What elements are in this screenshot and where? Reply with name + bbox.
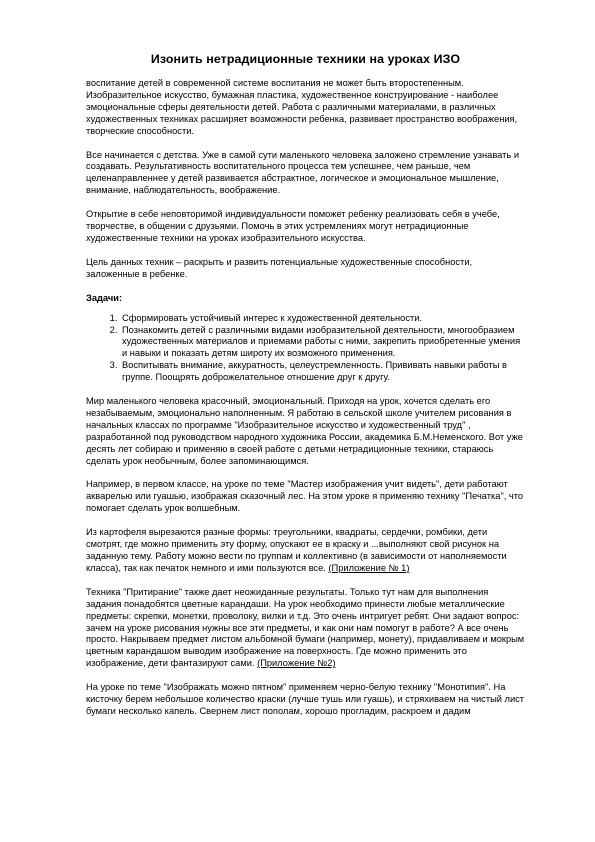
list-item: 1. Сформировать устойчивый интерес к художественной деятельности. [120, 313, 525, 325]
paragraph-potato-stamp [86, 527, 525, 575]
appendix-2-link[interactable]: (Приложение №2) [257, 658, 336, 669]
paragraph-childhood: Все начинается с детства. Уже в самой сути маленького человека заложено стремление узнавать и создавать. Результативность воспитательного процесса тем успешнее, чем раньше, чем целенаправленнее у детей развивается абстрактное, логическое и эмоциональное мышление, внимание, наблюдательность, воображение. [86, 149, 520, 196]
tasks-list [86, 313, 525, 384]
paragraph-monotype: На уроке по теме "Изображать можно пятном" применяем черно-белую технику "Монотипия". На кисточку берем небольшое количество краски (лучше тушь или гуашь), и стряхиваем на чистый лист бумаги несколько капель. Свернем лист пополам, хорошо прогладим, раскроем и дадим [86, 682, 525, 716]
appendix-1-link[interactable]: (Приложение № 1) [328, 562, 410, 573]
list-item: 3. Воспитывать внимание, аккуратность, целеустремленность. Прививать навыки работы в группе. Поощрять доброжелательное отношение друг к другу. [120, 360, 525, 384]
document-title: Изонить нетрадиционные техники на уроках ИЗО [150, 52, 461, 66]
paragraph-little-world: Мир маленького человека красочный, эмоциональный. Приходя на урок, хочется сделать его незабываемым, эмоционально наполненным. Я работаю в сельской школе учителем рисования в начальных классах по программе "Изобразительное искусство и художественный труд" , разработанной под руководством народного художника России, академика Б.М.Неменского. Вот уже десять лет собираю и применяю в своей работе с детьми нетрадиционные техники, стараюсь сделать урок необычным, более запоминающимся. [86, 396, 523, 466]
paragraph-first-grade: Например, в первом классе, на уроке по теме "Мастер изображения учит видеть", дети работают акварелью или гуашью, изображая сказочный лес. На этом уроке я применяю технику "Печатка", что помогает сделать урок волшебным. [86, 479, 524, 514]
tasks-heading: Задачи: [86, 292, 123, 303]
paragraph-intro: воспитание детей в современной системе воспитания не может быть второстепенным. Изобразительное искусство, бумажная пластика, художественное конструирование - наиболее эмоциональные сферы деятельности детей. Работа с различными материалами, в различных художественных техниках расширяет возможности ребенка, развивает пространство воображения, творческие способности. [86, 78, 518, 136]
paragraph-text: Из картофеля вырезаются разные формы: треугольники, квадраты, сердечки, ромбики, дети смотрят, где можно применить эту форму, опускают ее в краску и ...выполняют свой рисунок на заданную тему. Работу можно вести по группам и коллективно (в зависимости от наполняемости класса), так как печаток немного и ими пользуются все. [86, 527, 507, 573]
list-item: 2. Познакомить детей с различными видами изобразительной деятельности, многообразием художественных материалов и приемами работы с ними, закрепить приобретенные умения и навыки и показать детям широту их возможного применения. [120, 325, 525, 361]
paragraph-individuality: Открытие в себе неповторимой индивидуальности поможет ребенку реализовать себя в учебе, творчестве, в общении с друзьями. Помочь в этих устремлениях могут нетрадиционные художественные техники на уроках изобразительного искусства. [86, 209, 500, 243]
paragraph-text: Техника "Притирание" также дает неожиданные результаты. Только тут нам для выполнения задания понадобятся цветные карандаши. На урок необходимо принести любые металлические предметы: скрепки, монетки, проволоку, вилки и т.д. Это очень интригует ребят. Они задают вопрос: зачем на уроке рисования нужны все эти предметы, и как они нам помогут в работе? А все очень просто. Накрываем предмет листом альбомной бумаги (например, монету), придавливаем и мокрым цветным карандашом выводим изображение на поверхность. Где можно применить это изображение, дети фантазируют сами. [86, 586, 525, 669]
paragraph-rubbing [86, 587, 525, 670]
paragraph-goal: Цель данных техник – раскрыть и развить потенциальные художественные способности, заложенные в ребенке. [86, 256, 473, 279]
